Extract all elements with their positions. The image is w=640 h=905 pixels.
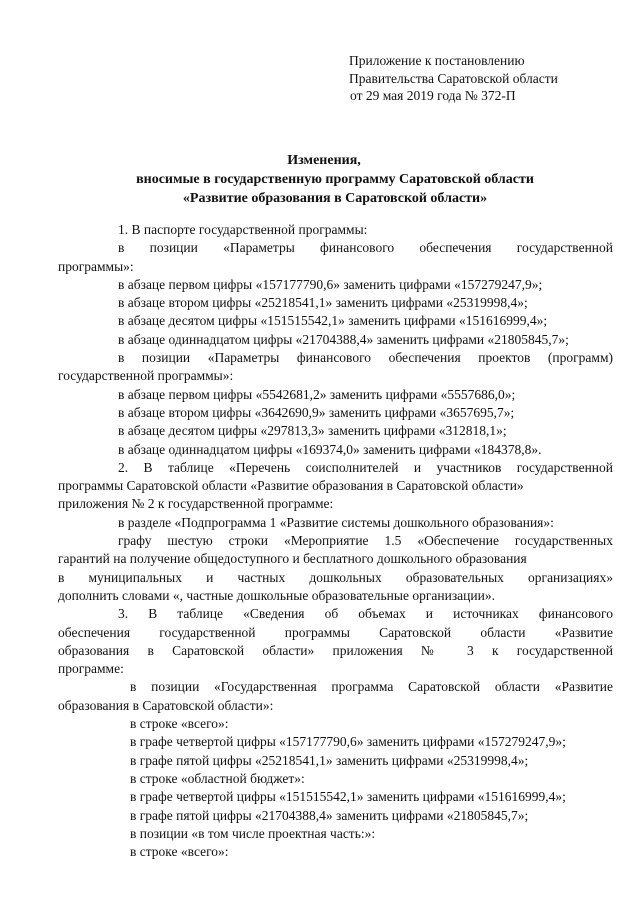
body-line: дополнить словами «, частные дошкольные образовательные организации». xyxy=(58,587,495,603)
body-line: в строке «областной бюджет»: xyxy=(130,770,305,786)
title-line-3: «Развитие образования в Саратовской области» xyxy=(182,191,488,206)
appendix-header-line-3: от 29 мая 2019 года № 372-П xyxy=(350,88,516,103)
title-line-1: Изменения, xyxy=(287,153,361,168)
document-body xyxy=(58,221,613,861)
appendix-header-line-1: Приложение к постановлению xyxy=(349,53,525,68)
body-line: в абзаце одиннадцатом цифры «169374,0» заменить цифрами «184378,8». xyxy=(118,441,542,457)
body-line: обеспечения государственной программы Саратовской области «Развитие xyxy=(58,624,613,640)
body-line: в графе четвертой цифры «157177790,6» заменить цифрами «157279247,9»; xyxy=(130,734,566,750)
body-line: графу шестую строки «Мероприятие 1.5 «Обеспечение государственных xyxy=(118,533,613,549)
body-line: в позиции «Параметры финансового обеспечения проектов (программ) xyxy=(118,350,613,366)
title-line-2: вносимые в государственную программу Саратовской области xyxy=(136,172,534,187)
body-line: в муниципальных и частных дошкольных образовательных организациях» xyxy=(58,569,613,585)
appendix-header-line-2: Правительства Саратовской области xyxy=(349,70,558,86)
body-line: в абзаце первом цифры «5542681,2» заменить цифрами «5557686,0»; xyxy=(118,386,516,402)
body-line: в абзаце первом цифры «157177790,6» заменить цифрами «157279247,9»; xyxy=(118,276,543,292)
body-line: в графе четвертой цифры «151515542,1» заменить цифрами «151616999,4»; xyxy=(130,789,566,805)
body-line: гарантий на получение общедоступного и бесплатного дошкольного образования xyxy=(58,551,527,567)
body-line: образования в Саратовской области»: xyxy=(58,697,274,713)
body-line: государственной программы»: xyxy=(58,368,234,384)
body-line: образования в Саратовской области» приложения № 3 к государственной xyxy=(58,642,613,658)
body-line: 1. В паспорте государственной программы: xyxy=(118,222,368,237)
appendix-header xyxy=(349,52,629,105)
body-line: 2. В таблице «Перечень соисполнителей и участников государственной xyxy=(118,459,613,475)
body-line: в абзаце втором цифры «3642690,9» заменить цифрами «3657695,7»; xyxy=(118,404,515,420)
body-line: в абзаце десятом цифры «297813,3» заменить цифрами «312818,1»; xyxy=(118,423,507,439)
body-line: программы Саратовской области «Развитие образования в Саратовской области» xyxy=(58,478,524,494)
body-line: приложения № 2 к государственной программе: xyxy=(58,496,334,512)
body-line: программы»: xyxy=(58,258,134,274)
body-line: программе: xyxy=(58,661,124,677)
body-line: в позиции «Государственная программа Саратовской области «Развитие xyxy=(130,679,613,695)
body-line: в графе пятой цифры «25218541,1» заменить цифрами «25319998,4»; xyxy=(130,752,529,768)
body-line: в графе пятой цифры «21704388,4» заменить цифрами «21805845,7»; xyxy=(130,807,529,823)
body-line: в позиции «Параметры финансового обеспечения государственной xyxy=(118,240,613,256)
body-line: в строке «всего»: xyxy=(130,844,229,860)
body-line: в абзаце втором цифры «25218541,1» заменить цифрами «25319998,4»; xyxy=(118,295,528,311)
body-line: в абзаце одиннадцатом цифры «21704388,4» заменить цифрами «21805845,7»; xyxy=(118,331,569,347)
document-title xyxy=(0,151,640,208)
body-line: в строке «всего»: xyxy=(130,716,229,732)
body-line: 3. В таблице «Сведения об объемах и источниках финансового xyxy=(118,606,613,622)
body-line: в разделе «Подпрограмма 1 «Развитие системы дошкольного образования»: xyxy=(118,514,554,530)
body-line: в позиции «в том числе проектная часть:»: xyxy=(130,825,376,841)
body-line: в абзаце десятом цифры «151515542,1» заменить цифрами «151616999,4»; xyxy=(118,313,548,329)
